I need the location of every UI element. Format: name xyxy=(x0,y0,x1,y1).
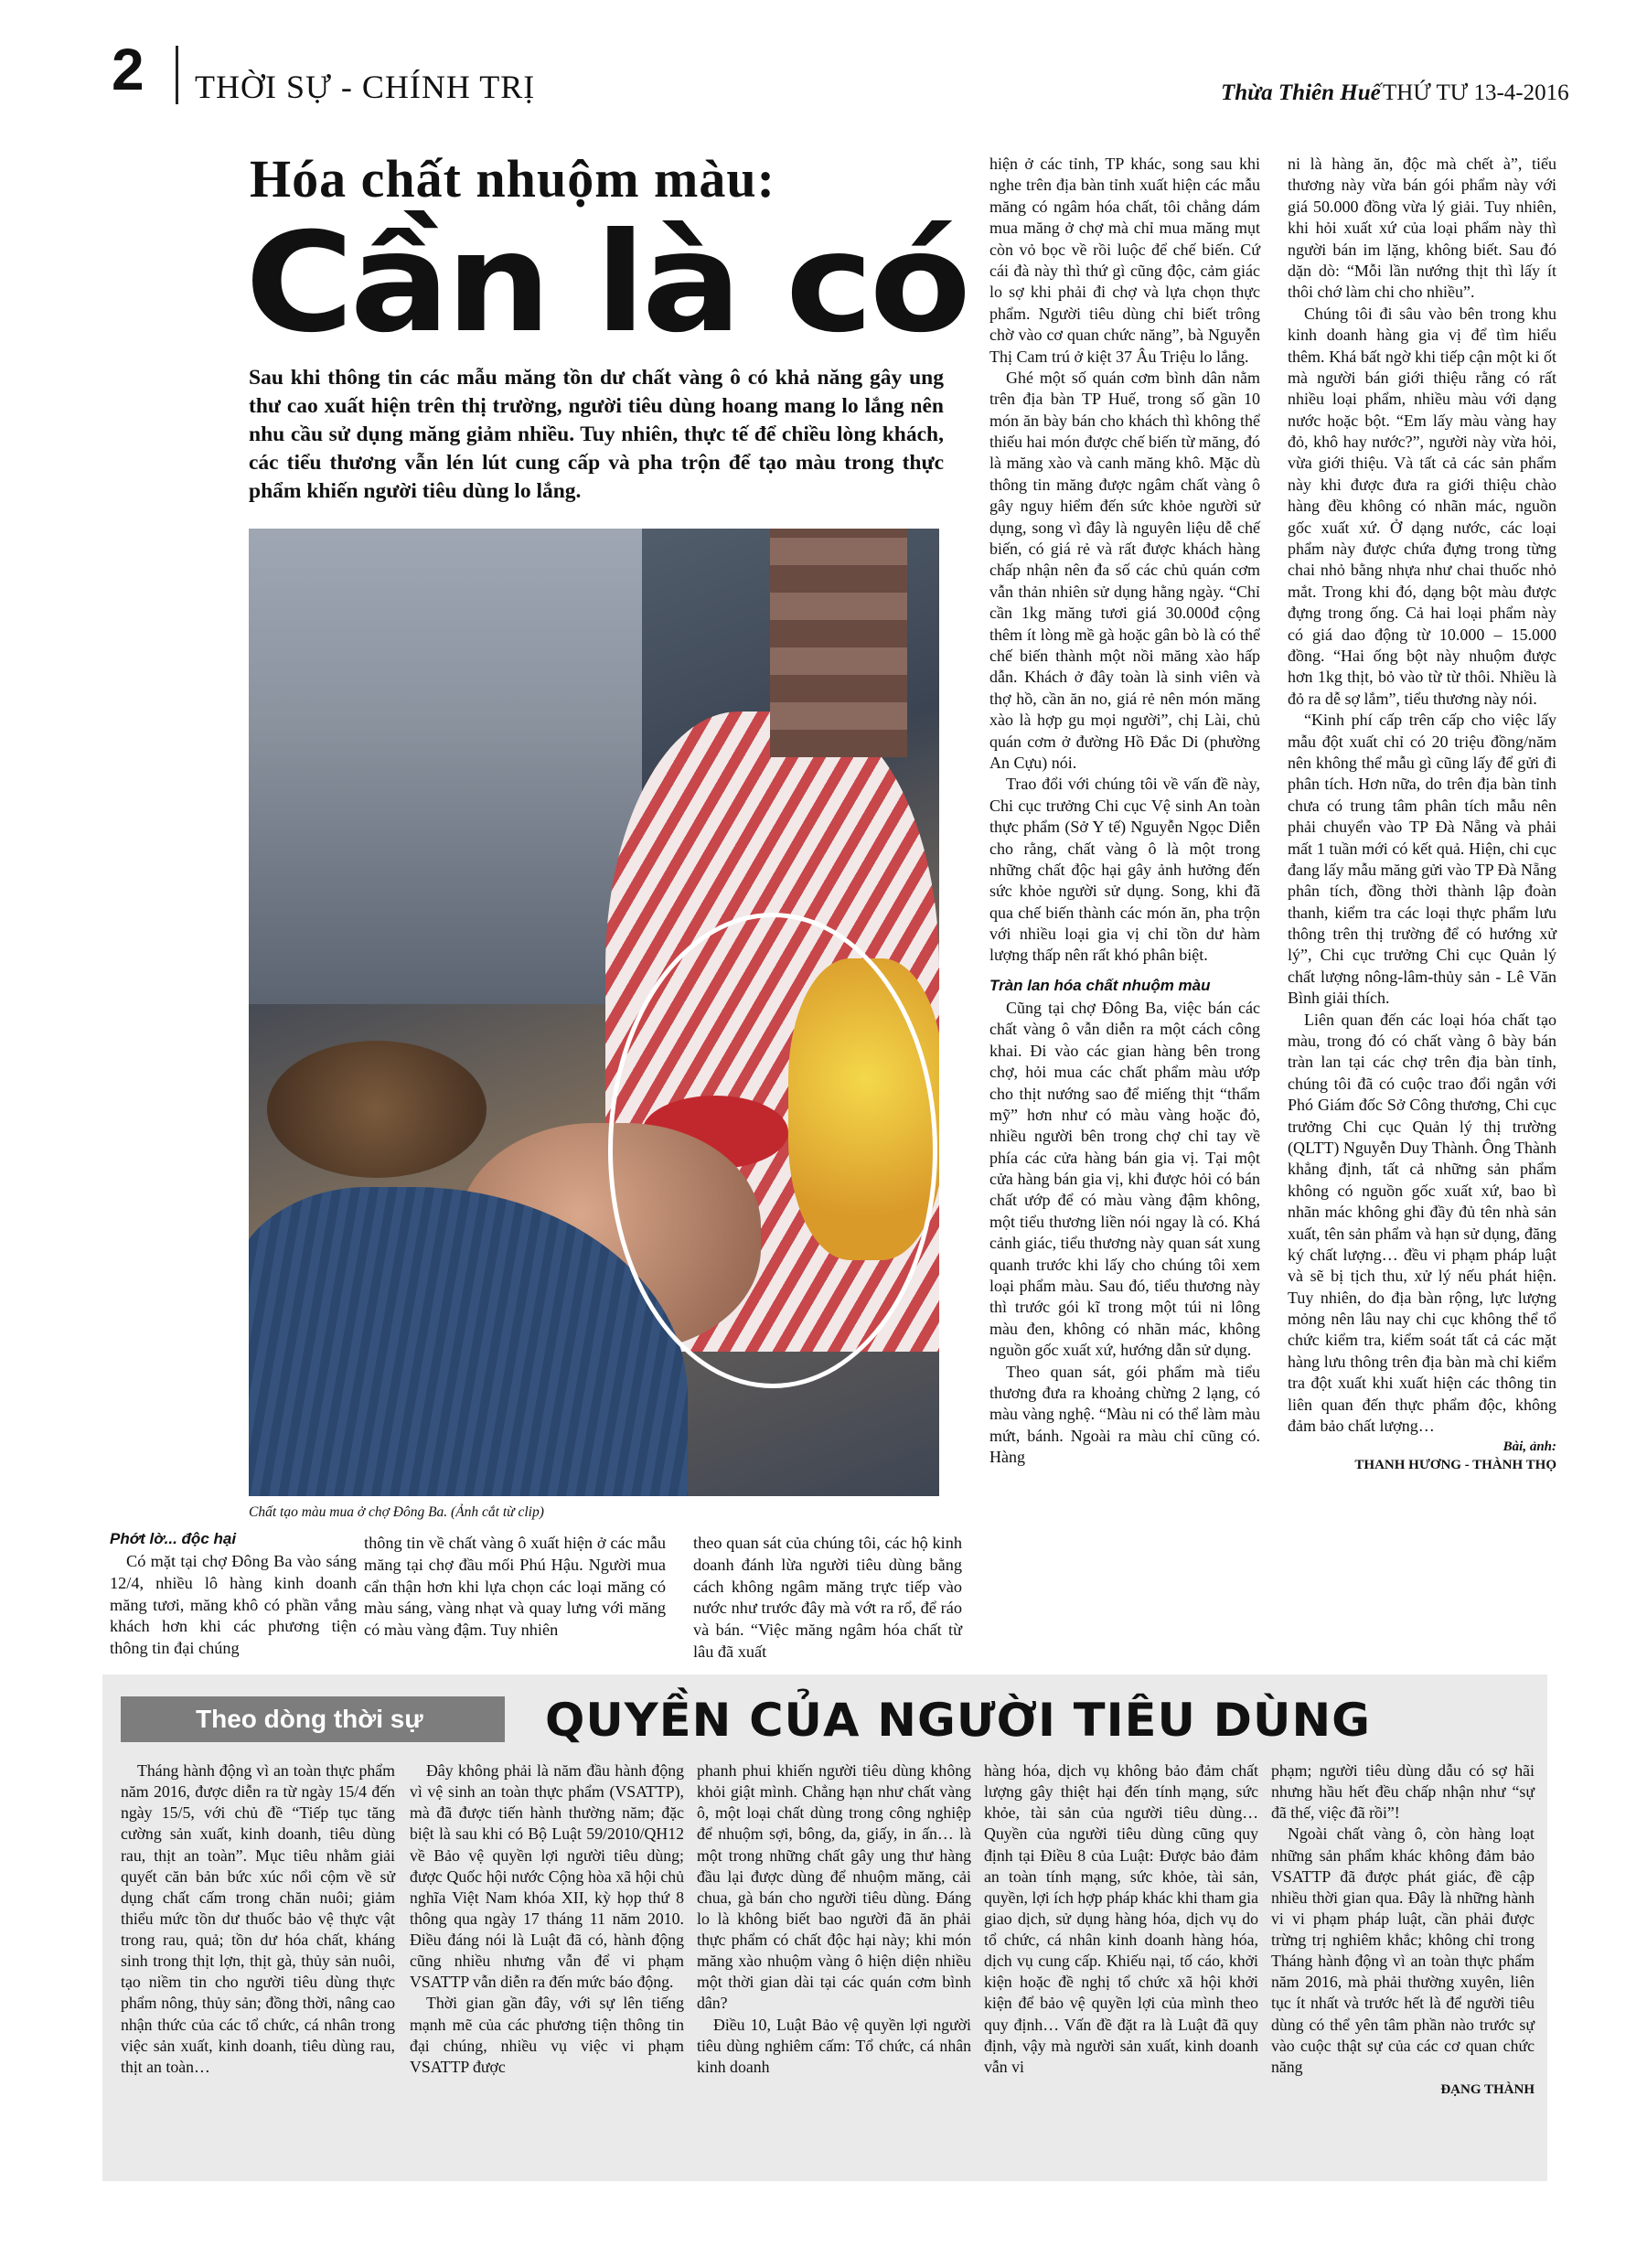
paragraph: “Kinh phí cấp trên cấp cho việc lấy mẫu đột xuất chỉ có 20 triệu đồng/năm nên không thể mẫu gì cũng lấy để gửi đi phân tích. Hơn nữa, do trên địa bàn tỉnh chưa có trung tâm phân tích mẫu nên phải chuyển vào TP Đà Nẵng và phải mất 1 tuần mới có kết quả. Hiện, chi cục đang lấy mẫu măng gửi vào TP Đà Nẵng phân tích, đồng thời thành lập đoàn thanh, kiểm tra các loại thực phẩm lưu thông trên thị trường để có hướng xử lý”, Chi cục trưởng Chi cục Quản lý chất lượng nông-lâm-thủy sản - Lê Văn Bình giải thích. xyxy=(1288,711,1556,1008)
article-column-4 xyxy=(989,154,1260,1469)
article-photo xyxy=(249,529,939,1496)
paragraph: Đây không phải là năm đầu hành động vì vệ sinh an toàn thực phẩm (VSATTP), mà đã được tiến hành thường năm; đặc biệt là sau khi có Bộ Luật 59/2010/QH12 về Bảo vệ quyền lợi người tiêu dùng; được Quốc hội nước Cộng hòa xã hội chủ nghĩa Việt Nam khóa XII, kỳ họp thứ 8 thông qua ngày 17 tháng 11 năm 2010. Điều đáng nói là Luật đã có, hành động cũng nhiều nhưng vẫn để vi phạm VSATTP vẫn diễn ra đến mức báo động. xyxy=(410,1761,684,1992)
paragraph: Theo quan sát, gói phẩm mà tiểu thương đưa ra khoảng chừng 2 lạng, có màu vàng nghệ. “Màu ni có thể làm màu mứt, bánh. Ngoài ra màu chỉ cũng có. Hàng xyxy=(989,1362,1260,1467)
box-title: QUYỀN CỦA NGƯỜI TIÊU DÙNG xyxy=(545,1694,1372,1747)
box-column-1 xyxy=(121,1760,395,2078)
paragraph: Có mặt tại chợ Đông Ba vào sáng 12/4, nhiều lô hàng kinh doanh măng tươi, măng khô có phần vắng khách hơn khi các phương tiện thông tin đại chúng xyxy=(110,1552,357,1658)
page-number: 2 xyxy=(112,37,144,102)
paragraph: Điều 10, Luật Bảo vệ quyền lợi người tiêu dùng nghiêm cấm: Tổ chức, cá nhân kinh doanh xyxy=(697,2015,971,2076)
box-byline: ĐẠNG THÀNH xyxy=(1440,2081,1535,2097)
credit-label: Bài, ảnh: xyxy=(1503,1439,1556,1455)
paragraph: theo quan sát của chúng tôi, các hộ kinh doanh đánh lừa người tiêu dùng bằng cách không ngâm măng trực tiếp vào nước như trước đây mà vớt ra rổ, để ráo và bán. “Việc măng ngâm hóa chất từ lâu đã xuất xyxy=(693,1534,962,1661)
article-column-1 xyxy=(110,1529,357,1660)
paragraph: Trao đổi với chúng tôi về vấn đề này, Chi cục trưởng Chi cục Vệ sinh An toàn thực phẩm (Sở Y tế) Nguyễn Ngọc Diễn cho rằng, chất vàng ô là một trong những chất độc hại gây ảnh hưởng đến sức khỏe người sử dụng. Song, khi đã qua chế biến thành các món ăn, pha trộn với nhiều loại gia vị chỉ tồn dư hàm lượng thấp nên rất khó phân biệt. xyxy=(989,775,1260,965)
paragraph: hiện ở các tỉnh, TP khác, song sau khi nghe trên địa bàn tỉnh xuất hiện các mẫu măng có ngâm hóa chất, tôi chẳng dám mua măng ở chợ mà chỉ mua măng mụt còn vỏ bọc về rồi luộc để chế biến. Cứ cái đà này thì thứ gì cũng độc, cảm giác lo sợ khi phải đi chợ và lựa chọn thực phẩm. Người tiêu dùng chỉ biết trông chờ vào cơ quan chức năng”, bà Nguyễn Thị Cam trú ở kiệt 37 Âu Triệu lo lắng. xyxy=(989,155,1260,366)
section-title: THỜI SỰ - CHÍNH TRỊ xyxy=(195,69,536,105)
paragraph: Ghé một số quán cơm bình dân nằm trên địa bàn TP Huế, trong số gần 10 món ăn bày bán cho khách thì không thể thiếu hai món được chế biến từ măng, đó là măng xào và canh măng khô. Mặc dù thông tin măng được ngâm chất vàng ô gây nguy hiểm đến sức khỏe người sử dụng, song vì đây là nguyên liệu dễ chế biến, có giá rẻ và rất được khách hàng chấp nhận nên đa số các chủ quán cơm vẫn thản nhiên sử dụng hằng ngày. “Chỉ cần 1kg măng tươi giá 30.000đ cộng thêm ít lòng mề gà hoặc gân bò là có thể chế biến thành một nồi măng xào hấp dẫn. Khách ở đây toàn là sinh viên và thợ hồ, cần ăn no, giá rẻ nên món măng xào là hợp gu mọi người”, chị Lài, chủ quán cơm ở đường Hồ Đắc Di (phường An Cựu) nói. xyxy=(989,368,1260,772)
paragraph: phanh phui khiến người tiêu dùng không khỏi giật mình. Chẳng hạn như chất vàng ô, một loại chất dùng trong công nghiệp để nhuộm sợi, bông, da, giấy, in ấn… là một trong những chất gây ung thư hàng đầu lại được dùng để nhuộm măng, cải chua, gà bán cho người tiêu dùng. Đáng lo là không biết bao người đã ăn phải thực phẩm có chất độc hại này; khi món măng xào nhuộm vàng ô hiện diện nhiều một thời gian dài tại các quán cơm bình dân? xyxy=(697,1761,971,2013)
paragraph: hàng hóa, dịch vụ không bảo đảm chất lượng gây thiệt hại đến tính mạng, sức khỏe, tài sản của người tiêu dùng… Quyền của người tiêu dùng cũng quy định tại Điều 8 của Luật: Được bảo đảm an toàn tính mạng, sức khỏe, tài sản, quyền, lợi ích hợp pháp khác khi tham gia giao dịch, sử dụng hàng hóa, dịch vụ do tổ chức, cá nhân kinh doanh hàng hóa, dịch vụ cung cấp. Khiếu nại, tố cáo, khởi kiện hoặc đề nghị tổ chức xã hội khởi kiện để bảo vệ quyền lợi của mình theo quy định… Vấn đề đặt ra là Luật đã quy định, vậy mà người sản xuất, kinh doanh vẫn vi xyxy=(984,1761,1258,2076)
article-lead: Sau khi thông tin các mẫu măng tồn dư chất vàng ô có khả năng gây ung thư cao xuất hiện trên thị trường, người tiêu dùng hoang mang lo lắng nên nhu cầu sử dụng măng giảm nhiều. Tuy nhiên, thực tế để chiều lòng khách, các tiểu thương vẫn lén lút cung cấp và pha trộn để tạo màu trong thực phẩm khiến người tiêu dùng lo lắng. xyxy=(249,366,944,504)
box-column-4 xyxy=(984,1760,1258,2078)
paragraph: ni là hàng ăn, độc mà chết à”, tiểu thương này vừa bán gói phẩm này với giá 50.000 đồng vừa lý giải. Tuy nhiên, khi hỏi xuất xứ của loại phẩm này thì người bán im lặng, không biết. Sau đó dặn dò: “Mỗi lần nướng thịt thì lấy ít thôi chớ làm chi cho nhiều”. xyxy=(1288,155,1556,302)
article-column-3 xyxy=(693,1533,962,1664)
subheading-1: Phớt lờ... độc hại xyxy=(110,1530,237,1547)
header-divider xyxy=(176,46,178,104)
newspaper-name: Thừa Thiên Huế xyxy=(1221,80,1381,105)
paragraph: Liên quan đến các loại hóa chất tạo màu, trong đó có chất vàng ô bày bán tràn lan tại các chợ trên địa bàn tỉnh, chúng tôi đã có cuộc trao đổi ngắn với Phó Giám đốc Sở Công thương, Chi cục trưởng Chi cục Quản lý thị trường (QLTT) Nguyễn Duy Thành. Ông Thành khẳng định, tất cả những sản phẩm không có nguồn gốc xuất xứ, bao bì nhãn mác không ghi đầy đủ tên nhà sản xuất, tên sản phẩm và hạn sử dụng, đăng ký chất lượng… đều vi phạm pháp luật và sẽ bị tịch thu, xử lý nếu phát hiện. Tuy nhiên, do địa bàn rộng, lực lượng mỏng nên lâu nay chi cục không thể tổ chức kiểm tra, kiểm soát tất cả các mặt hàng lưu thông trên địa bàn mà chỉ kiểm tra đột xuất khi xuất hiện các thông tin liên quan đến thực phẩm độc, không đảm bảo chất lượng… xyxy=(1288,1010,1556,1436)
photo-caption: Chất tạo màu mua ở chợ Đông Ba. (Ảnh cắt từ clip) xyxy=(249,1504,544,1520)
issue-date: THỨ TƯ 13-4-2016 xyxy=(1383,80,1569,105)
box-column-3 xyxy=(697,1760,971,2078)
article-byline: THANH HƯƠNG - THÀNH THỌ xyxy=(1354,1457,1556,1472)
paragraph: Tháng hành động vì an toàn thực phẩm năm 2016, được diễn ra từ ngày 15/4 đến ngày 15/5, với chủ đề “Tiếp tục tăng cường sản xuất, kinh doanh, tiêu dùng rau, thịt an toàn”. Mục tiêu nhằm giải quyết căn bản bức xúc nổi cộm về sử dụng chất cấm trong chăn nuôi; giảm thiểu mức tồn dư thuốc bảo vệ thực vật trong rau, quả; tồn dư hóa chất, kháng sinh trong thịt lợn, thịt gà, thủy sản nuôi, tạo niềm tin cho người tiêu dùng thực phẩm nông, thủy sản; đồng thời, nâng cao nhận thức của các tổ chức, cá nhân trong việc sản xuất, kinh doanh, tiêu dùng rau, thịt an toàn… xyxy=(121,1761,395,2076)
photo-highlight-circle xyxy=(608,913,937,1388)
box-column-2 xyxy=(410,1760,684,2078)
photo-fabric-stack xyxy=(249,529,642,1004)
article-column-2 xyxy=(364,1533,666,1642)
paragraph: thông tin về chất vàng ô xuất hiện ở các mẫu măng tại chợ đầu mối Phú Hậu. Người mua cẩn thận hơn khi lựa chọn các loại măng có màu sáng, vàng nhạt và quay lưng với măng có màu vàng đậm. Tuy nhiên xyxy=(364,1534,666,1640)
paragraph: Thời gian gần đây, với sự lên tiếng mạnh mẽ của các phương tiện thông tin đại chúng, nhiều vụ việc vi phạm VSATTP được xyxy=(410,1994,684,2076)
article-column-5 xyxy=(1288,154,1556,1474)
article-headline: Cần là có xyxy=(245,204,968,363)
paragraph: phạm; người tiêu dùng dẫu có sợ hãi nhưng hầu hết đều chấp nhận như “sự đã thế, việc đã rồi”! xyxy=(1271,1761,1535,1823)
paragraph: Cũng tại chợ Đông Ba, việc bán các chất vàng ô vẫn diễn ra một cách công khai. Đi vào các gian hàng bên trong chợ, hỏi mua các chất phẩm màu ướp cho thịt nướng sao để miếng thịt “thẩm mỹ” hơn như có màu vàng hoặc đỏ, nhiều người bên trong chợ chỉ tay về phía các cửa hàng bán gia vị. Tại một cửa hàng bán gia vị, khi được hỏi có bán chất ướp để có màu vàng đậm không, một tiểu thương liền nói ngay là có. Khá cảnh giác, tiểu thương này quan sát xung quanh trước khi lấy cho chúng tôi xem loại phẩm màu. Sau đó, tiểu thương này thì trước gói kĩ trong một túi ni lông màu đen, không có nhãn mác, không nguồn gốc xuất xứ, hướng dẫn sử dụng. xyxy=(989,998,1260,1360)
paragraph: Ngoài chất vàng ô, còn hàng loạt những sản phẩm khác không đảm bảo VSATTP đã được phát giác, đề cập nhiều thời gian qua. Đây là những hành vi vi phạm pháp luật, cần phải được trừng trị nghiêm khắc; không chỉ trong Tháng hành động vì an toàn thực phẩm năm 2016, mà phải thường xuyên, liên tục ít nhất và trước hết là để người tiêu dùng có thể yên tâm phần nào trước sự vào cuộc thật sự của các cơ quan chức năng xyxy=(1271,1824,1535,2076)
paragraph: Chúng tôi đi sâu vào bên trong khu kinh doanh hàng gia vị để tìm hiểu thêm. Khá bất ngờ khi tiếp cận một ki ốt mà người bán giới thiệu rằng có rất nhiều loại phẩm, nhiều màu với dạng nước hoặc bột. “Em lấy màu vàng hay đỏ, khô hay nước?”, người này vừa hỏi, vừa giới thiệu. Và tất cả các sản phẩm này khi được đưa ra giới thiệu chào hàng đều không có nhãn mác, nguồn gốc xuất xứ. Ở dạng nước, các loại phẩm này được chứa đựng trong từng chai nhỏ bằng nhựa như chai thuốc nhỏ mắt. Trong khi đó, dạng bột màu được đựng trong ống. Cả hai loại phẩm này có giá dao động từ 10.000 – 15.000 đồng. “Hai ống bột này nhuộm được hơn 1kg thịt, bỏ vào từ từ thôi. Nhiều là đỏ ra dễ sợ lắm”, tiểu thương này nói. xyxy=(1288,304,1556,708)
subheading-2: Tràn lan hóa chất nhuộm màu xyxy=(989,976,1211,994)
article-kicker: Hóa chất nhuộm màu: xyxy=(250,149,775,209)
box-tag: Theo dòng thời sự xyxy=(121,1696,505,1742)
photo-blurred-face xyxy=(770,529,907,757)
photo-background-goods xyxy=(267,1041,487,1178)
box-column-5 xyxy=(1271,1760,1535,2099)
